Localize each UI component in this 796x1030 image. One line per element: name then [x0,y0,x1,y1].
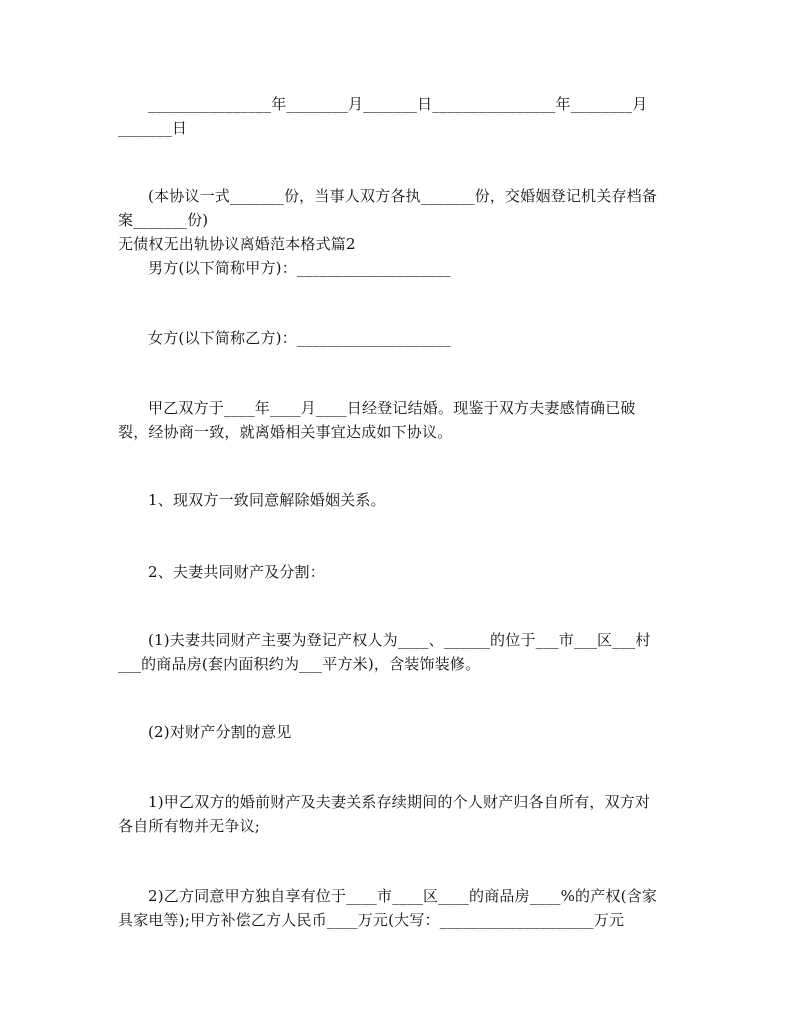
compensation-clause: 2)乙方同意甲方独自享有位于____市____区____的商品房____%的产权(含家 [148,887,658,905]
compensation-clause-continued: 具家电等);甲方补偿乙方人民币____万元(大写：____________________万元 [118,911,625,929]
division-opinion-heading: (2)对财产分割的意见 [148,723,292,741]
copies-clause: (本协议一式_______份，当事人双方各执_______份，交婚姻登记机关存档备 [148,187,658,205]
party-b-field: 女方(以下简称乙方)：____________________ [148,329,451,347]
clause-1: 1、现双方一致同意解除婚姻关系。 [148,491,386,509]
section-heading: 无债权无出轨协议离婚范本格式篇2 [118,235,356,253]
date-fill-line-continued: _______日 [118,119,188,137]
premarital-property-clause: 1)甲乙双方的婚前财产及夫妻关系存续期间的个人财产归各自所有，双方对 [148,793,651,811]
marriage-paragraph-continued: 裂，经协商一致，就离婚相关事宜达成如下协议。 [118,423,453,441]
marriage-paragraph: 甲乙双方于____年____月____日经登记结婚。现鉴于双方夫妻感情确已破 [148,399,636,417]
premarital-property-clause-continued: 各自所有物并无争议; [118,817,261,835]
copies-clause-continued: 案_______份) [118,211,209,229]
party-a-field: 男方(以下简称甲方)：____________________ [148,259,451,277]
date-fill-line: ________________年________月_______日________________年________月 [148,95,648,113]
property-clause: (1)夫妻共同财产主要为登记产权人为____、______的位于___市___区___村 [148,631,651,649]
clause-2-heading: 2、夫妻共同财产及分割： [148,563,325,581]
property-clause-continued: ___的商品房(套内面积约为___平方米)，含装饰装修。 [118,655,481,673]
